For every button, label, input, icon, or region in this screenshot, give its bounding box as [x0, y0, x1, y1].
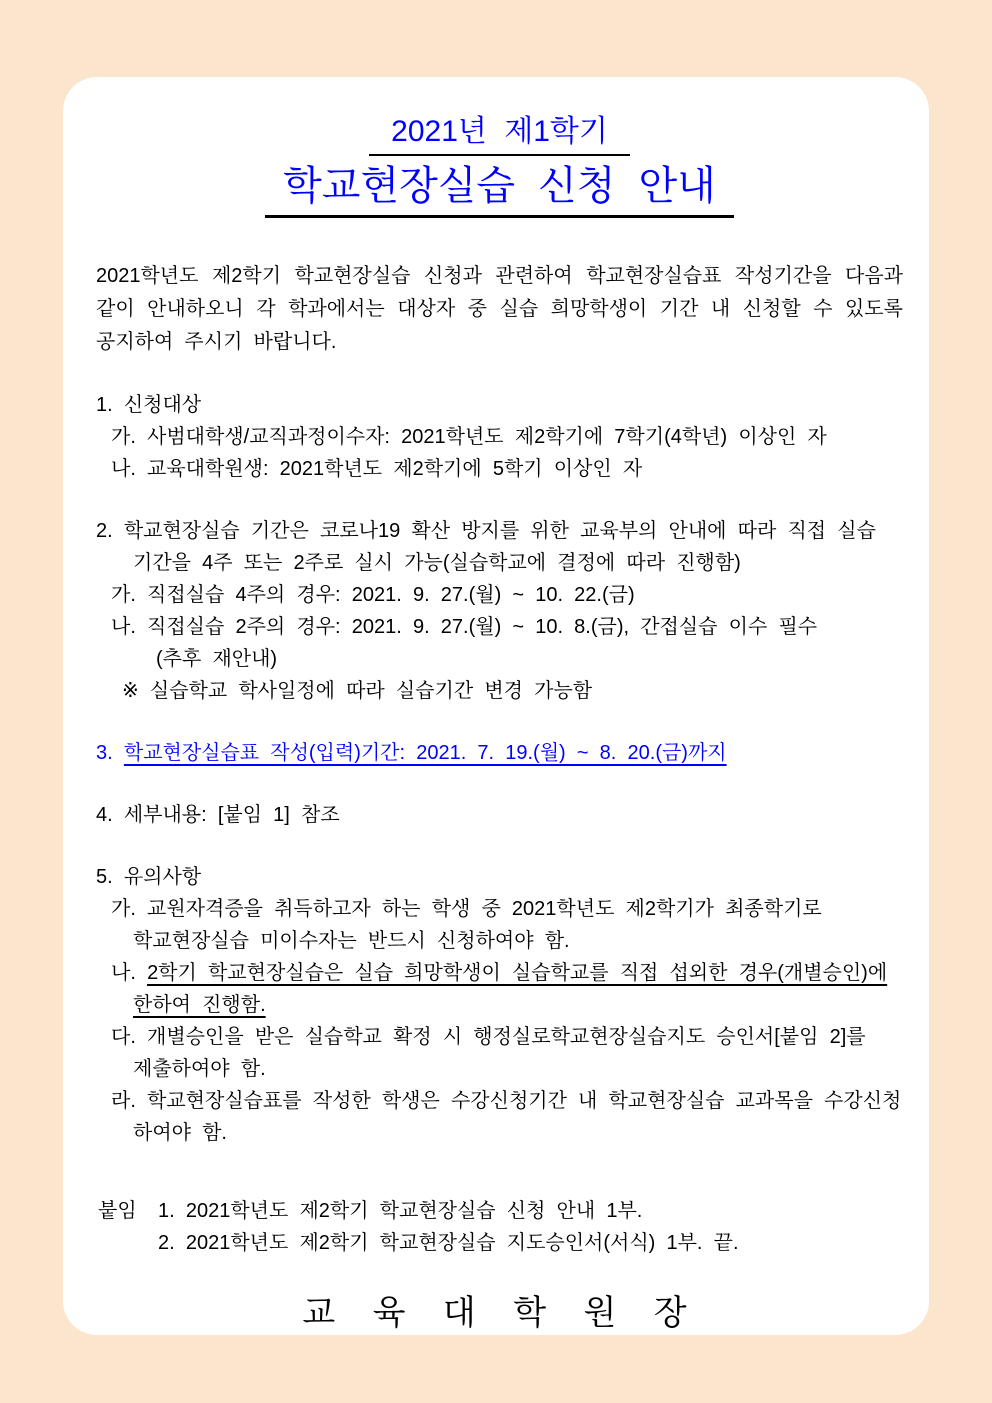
section-5-item-da-line1: 다. 개별승인을 받은 실습학교 확정 시 행정실로학교현장실습지도 승인서[붙임 2]를 [111, 1026, 866, 1048]
section-1-heading: 1. 신청대상 [96, 394, 202, 416]
section-5-notes [96, 861, 903, 1149]
section-3-number: 3. [96, 742, 113, 764]
section-1-item-ga: 가. 사범대학생/교직과정이수자: 2021학년도 제2학기에 7학기(4학년) 이상인 자 [111, 426, 827, 448]
section-1-applicants [96, 389, 903, 485]
section-2-note: ※ 실습학교 학사일정에 따라 실습기간 변경 가능함 [122, 680, 593, 702]
document-title-block [96, 115, 903, 218]
intro-paragraph: 2021학년도 제2학기 학교현장실습 신청과 관련하여 학교현장실습표 작성기간을 다음과 같이 안내하오니 각 학과에서는 대상자 중 실습 희망학생이 기간 내 신청할 수 있도록 공지하여 주시기 바랍니다. [96, 265, 903, 353]
section-5-item-ra-line2: 하여야 함. [133, 1122, 227, 1144]
section-2-item-ga: 가. 직접실습 4주의 경우: 2021. 9. 27.(월) ~ 10. 22.(금) [111, 584, 635, 606]
section-5-heading: 5. 유의사항 [96, 866, 202, 888]
section-3-underlined-text: 학교현장실습표 작성(입력)기간: 2021. 7. 19.(월) ~ 8. 20.(금)까지 [123, 742, 727, 764]
attachment-item-1: 1. 2021학년도 제2학기 학교현장실습 신청 안내 1부. [158, 1200, 643, 1222]
section-5-item-ra-line1: 라. 학교현장실습표를 작성한 학생은 수강신청기간 내 학교현장실습 교과목을 수강신청 [111, 1090, 902, 1112]
title-line-2: 학교현장실습 신청 안내 [283, 164, 716, 208]
section-5-item-ga-line2: 학교현장실습 미이수자는 반드시 신청하여야 함. [133, 930, 570, 952]
document-card [63, 77, 929, 1335]
section-5-item-na-line1 [111, 957, 903, 989]
section-3-heading [96, 737, 903, 769]
section-2-period [96, 515, 903, 707]
section-5-item-na-underlined-text: 2학기 학교현장실습은 실습 희망학생이 실습학교를 직접 섭외한 경우(개별승인)에 [147, 962, 888, 984]
attachment-row-1 [96, 1195, 903, 1227]
title-line-2-underline [265, 164, 734, 218]
section-5-item-da-line2: 제출하여야 함. [133, 1058, 266, 1080]
section-5-item-na-line2-underlined-text: 한하여 진행함. [133, 994, 266, 1016]
section-2-heading-line2: 기간을 4주 또는 2주로 실시 가능(실습학교에 결정에 따라 진행함) [133, 552, 741, 574]
section-3-entry-period [96, 737, 903, 769]
section-5-item-na-label: 나. [111, 962, 136, 984]
section-4-details [96, 799, 903, 831]
attachments-label: 붙임 [98, 1200, 137, 1222]
signature-dean-of-graduate-school: 교 육 대 학 원 장 [302, 1294, 697, 1332]
section-4-heading: 4. 세부내용: [붙임 1] 참조 [96, 804, 340, 826]
attachment-item-2: 2. 2021학년도 제2학기 학교현장실습 지도승인서(서식) 1부. 끝. [158, 1232, 739, 1254]
title-line-1: 2021년 제1학기 [391, 115, 608, 148]
section-5-item-ga-line1: 가. 교원자격증을 취득하고자 하는 학생 중 2021학년도 제2학기가 최종학기로 [111, 898, 822, 920]
section-2-item-na: 나. 직접실습 2주의 경우: 2021. 9. 27.(월) ~ 10. 8.(금), 간접실습 이수 필수 [111, 616, 818, 638]
section-1-item-na: 나. 교육대학원생: 2021학년도 제2학기에 5학기 이상인 자 [111, 458, 643, 480]
section-5-item-na-line2 [133, 989, 903, 1021]
title-line-1-underline [369, 115, 630, 156]
section-2-heading-line1: 2. 학교현장실습 기간은 코로나19 확산 방지를 위한 교육부의 안내에 따라 직접 실습 [96, 520, 876, 542]
attachments-block [96, 1195, 903, 1259]
section-2-item-na-continuation: (추후 재안내) [156, 648, 278, 670]
